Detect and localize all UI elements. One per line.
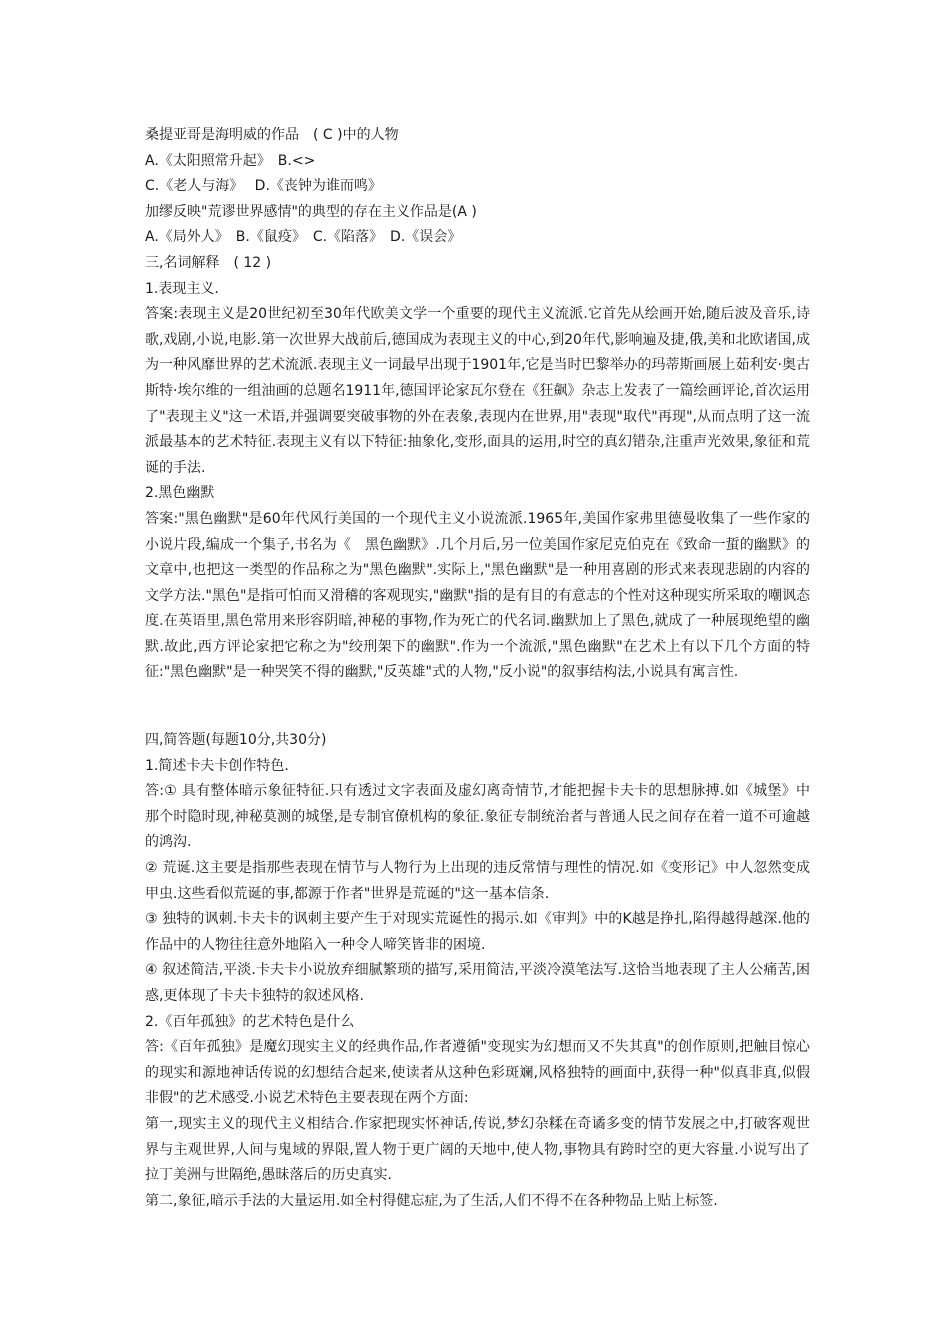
question-santiago-options-ab: A.《太阳照常升起》 B.<> <box>145 152 316 169</box>
question-santiago: 桑提亚哥是海明威的作品 ( C )中的人物 <box>145 127 399 143</box>
section-short-heading: 四,简答题(每题10分,共30分) <box>145 732 327 749</box>
short-solitude-answer: 答:《百年孤独》是魔幻现实主义的经典作品,作者遵循"变现实为幻想而又不失其真"的创作原则,把触目惊心的现实和源地神话传说的幻想结合起来,使读者从这种色彩斑斓,风格独特的画面中,获得一种"似真非真,似假非假"的艺术感受.小说艺术特色主要表现在两个方面: <box>145 1039 810 1107</box>
document-page <box>145 123 810 1214</box>
question-camus-options: A.《局外人》 B.《鼠疫》 C.《陷落》 D.《误会》 <box>145 229 462 246</box>
short-kafka-point-2: ② 荒诞.这主要是指那些表现在情节与人物行为上出现的违反常情与理性的情况.如《变形记》中人忽然变成甲虫.这些看似荒诞的事,都源于作者"世界是荒诞的"这一基本信条. <box>145 860 810 902</box>
section-terms-heading: 三,名词解释 ( 12 ) <box>145 254 272 271</box>
term-expressionism-answer: 答案:表现主义是20世纪初至30年代欧美文学一个重要的现代主义流派.它首先从绘画开始,随后波及音乐,诗歌,戏剧,小说,电影.第一次世界大战前后,德国成为表现主义的中心,到20年代,影响遍及捷,俄,美和北欧诸国,成为一种风靡世界的艺术流派.表现主义一词最早出现于1901年,它是当时巴黎举办的玛蒂斯画展上茹利安·奥古斯特·埃尔维的一组油画的总题名1911年,德国评论家瓦尔登在《狂飙》杂志上发表了一篇绘画评论,首次运用了"表现主义"这一术语,并强调要突破事物的外在表象,表现内在世界,用"表现"取代"再现",从而点明了这一流派最基本的艺术特征.表现主义有以下特征:抽象化,变形,面具的运用,时空的真幻错杂,注重声光效果,象征和荒诞的手法. <box>145 306 810 476</box>
section-spacer <box>145 686 810 728</box>
short-kafka-point-4: ④ 叙述简洁,平淡.卡夫卡小说放弃细腻繁琐的描写,采用简洁,平淡冷漠笔法写.这恰当地表现了主人公痛苦,困惑,更体现了卡夫卡独特的叙述风格. <box>145 962 810 1004</box>
question-camus: 加缪反映"荒谬世界感情"的典型的存在主义作品是(A ) <box>145 203 477 220</box>
term-expressionism-title: 1.表现主义. <box>145 280 219 297</box>
term-black-humor-title: 2.黑色幽默 <box>145 485 215 502</box>
short-kafka-point-1: 答:① 具有整体暗示象征特征.只有透过文字表面及虚幻离奇情节,才能把握卡夫卡的思想脉搏.如《城堡》中那个时隐时现,神秘莫测的城堡,是专制官僚机构的象征.象征专制统治者与普通人民之间存在着一道不可逾越的鸿沟. <box>145 783 810 851</box>
short-kafka-point-3: ③ 独特的讽刺.卡夫卡的讽刺主要产生于对现实荒诞性的揭示.如《审判》中的K越是挣扎,陷得越得越深.他的作品中的人物往往意外地陷入一种令人啼笑皆非的困境. <box>145 911 810 953</box>
question-santiago-options-cd: C.《老人与海》 D.《丧钟为谁而鸣》 <box>145 178 382 195</box>
short-kafka-title: 1.简述卡夫卡创作特色. <box>145 757 289 774</box>
short-solitude-point-1: 第一,现实主义的现代主义相结合.作家把现实怀神话,传说,梦幻杂糅在奇谲多变的情节发展之中,打破客观世界与主观世界,人间与鬼域的界限,置人物于更广阔的天地中,使人物,事物具有跨时空的更大容量.小说写出了拉丁美洲与世隔绝,愚昧落后的历史真实. <box>145 1115 810 1184</box>
short-solitude-point-2: 第二,象征,暗示手法的大量运用.如全村得健忘症,为了生活,人们不得不在各种物品上贴上标签. <box>145 1192 718 1209</box>
term-black-humor-answer: 答案:"黑色幽默"是60年代风行美国的一个现代主义小说流派.1965年,美国作家弗里德曼收集了一些作家的小说片段,编成一个集子,书名为《 黑色幽默》.几个月后,另一位美国作家尼克伯克在《致命一蜇的幽默》的文章中,也把这一类型的作品称之为"黑色幽默".实际上,"黑色幽默"是一种用喜剧的形式来表现悲剧的内容的文学方法."黑色"是指可怕而又滑稽的客观现实,"幽默"指的是有目的有意志的个性对这种现实所采取的嘲讽态度.在英语里,黑色常用来形容阴暗,神秘的事物,作为死亡的代名词.幽默加上了黑色,就成了一种展现绝望的幽默.故此,西方评论家把它称之为"绞刑架下的幽默".作为一个流派,"黑色幽默"在艺术上有以下几个方面的特征:"黑色幽默"是一种哭笑不得的幽默,"反英雄"式的人物,"反小说"的叙事结构法,小说具有寓言性. <box>145 510 810 681</box>
short-solitude-title: 2.《百年孤独》的艺术特色是什么 <box>145 1013 355 1030</box>
